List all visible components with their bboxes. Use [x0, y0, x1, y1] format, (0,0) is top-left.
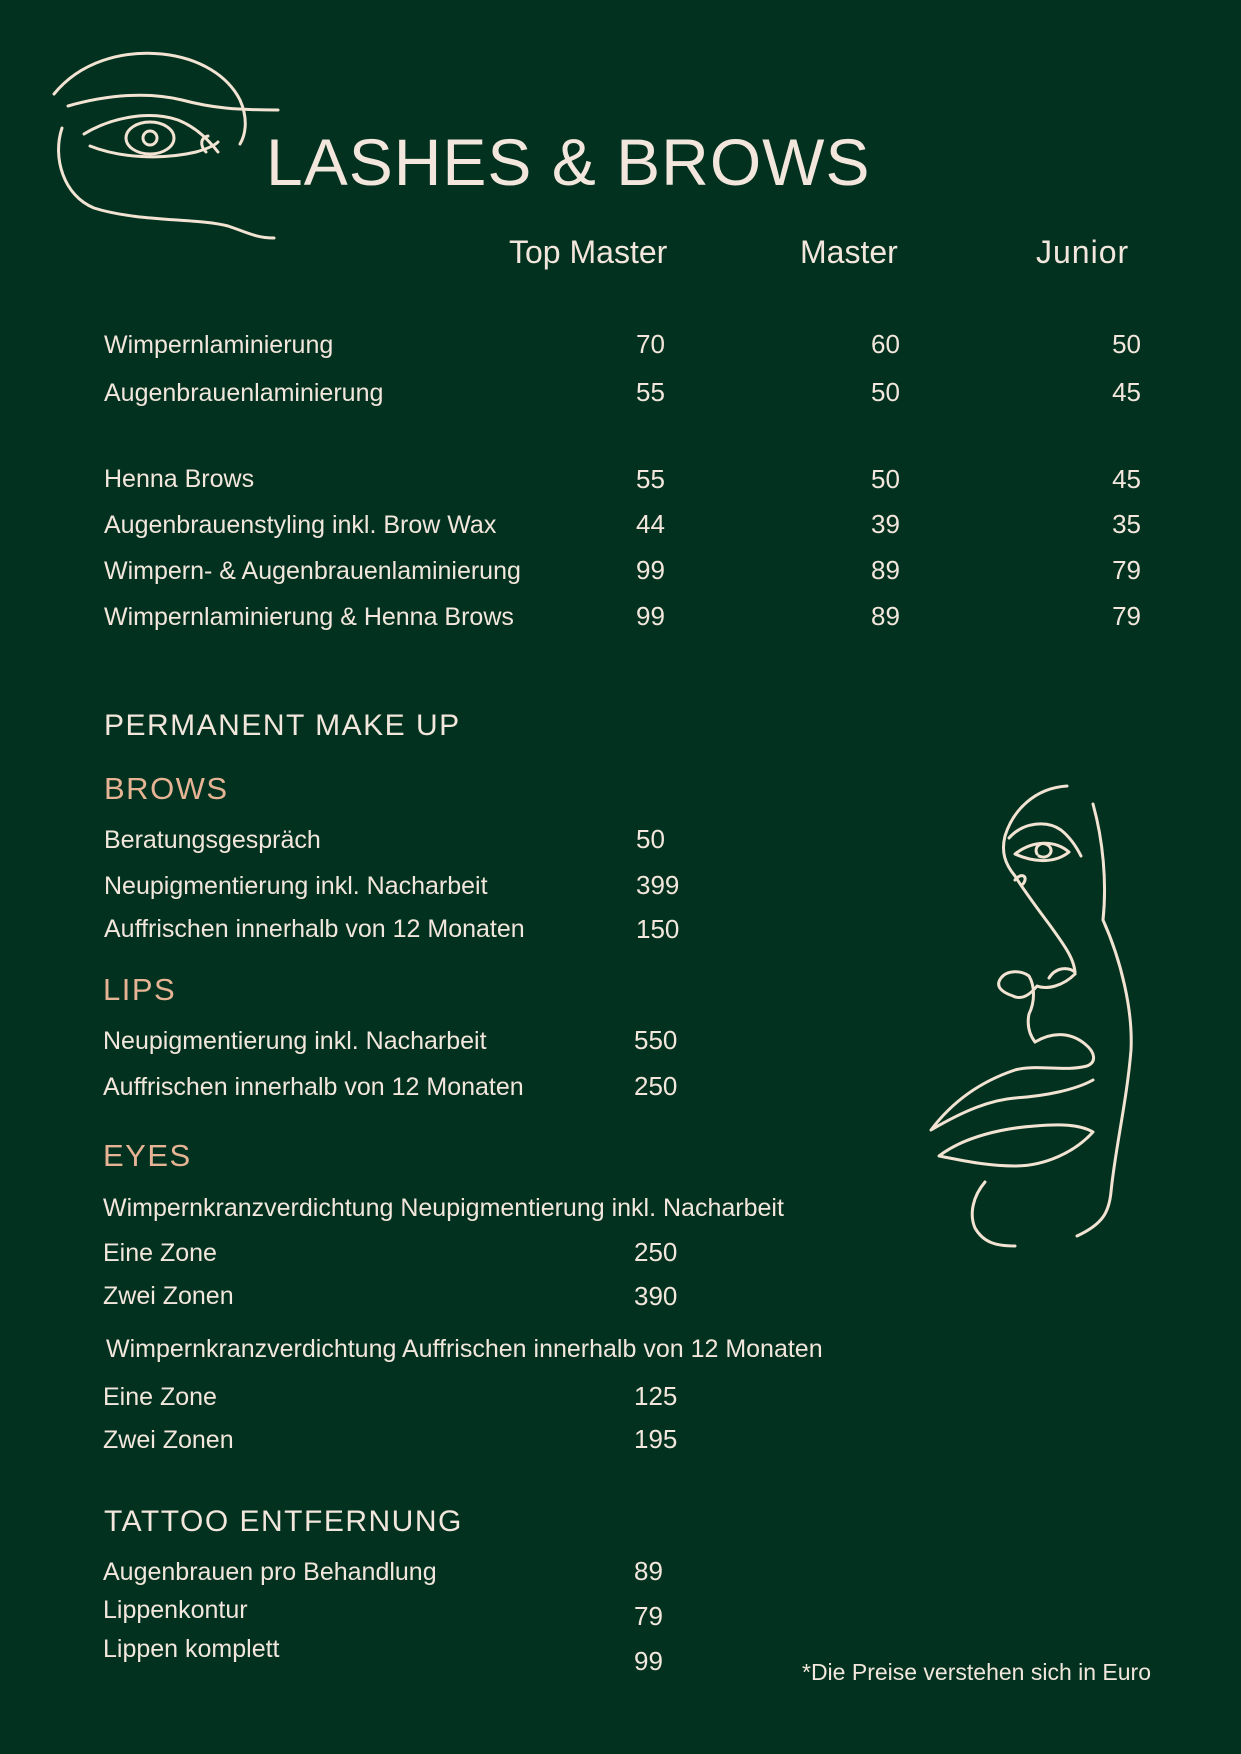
price: 399 [636, 870, 680, 900]
eye-line-art-icon [50, 48, 290, 263]
column-header-junior: Junior [1036, 234, 1130, 270]
price-master: 39 [871, 509, 900, 539]
price-top-master: 99 [636, 555, 665, 585]
section-title-tattoo-removal: TATTOO ENTFERNUNG [104, 1505, 463, 1538]
price: 250 [634, 1071, 678, 1101]
price: 150 [636, 914, 680, 944]
price-top-master: 99 [636, 601, 665, 631]
service-name: Augenbrauen pro Behandlung [103, 1558, 437, 1586]
price-junior: 50 [1112, 329, 1141, 359]
price-top-master: 55 [636, 377, 665, 407]
service-name: Lippenkontur [103, 1596, 248, 1624]
price-top-master: 55 [636, 464, 665, 494]
price: 390 [634, 1281, 678, 1311]
price: 125 [634, 1381, 678, 1411]
price-master: 89 [871, 555, 900, 585]
subsection-title-brows: BROWS [104, 771, 229, 806]
price-junior: 35 [1112, 509, 1141, 539]
service-name: Augenbrauenstyling inkl. Brow Wax [104, 511, 497, 539]
service-name: Auffrischen innerhalb von 12 Monaten [103, 1073, 524, 1101]
service-name: Augenbrauenlaminierung [104, 379, 384, 407]
price-junior: 79 [1112, 601, 1141, 631]
price-master: 89 [871, 601, 900, 631]
price: 99 [634, 1646, 663, 1676]
service-name: Eine Zone [103, 1383, 217, 1411]
column-header-master: Master [800, 234, 898, 270]
service-name: Wimpern- & Augenbrauenlaminierung [104, 557, 521, 585]
price-top-master: 44 [636, 509, 665, 539]
service-name: Beratungsgespräch [104, 826, 321, 854]
group-title: Wimpernkranzverdichtung Neupigmentierung inkl. Nacharbeit [103, 1194, 784, 1222]
price: 250 [634, 1237, 678, 1267]
service-name: Wimpernlaminierung [104, 331, 334, 359]
price: 550 [634, 1025, 678, 1055]
price-junior: 79 [1112, 555, 1141, 585]
service-name: Neupigmentierung inkl. Nacharbeit [104, 872, 488, 900]
price: 89 [634, 1556, 663, 1586]
price-footnote: *Die Preise verstehen sich in Euro [802, 1659, 1151, 1685]
page-title: LASHES & BROWS [266, 125, 871, 199]
service-name: Auffrischen innerhalb von 12 Monaten [104, 915, 525, 943]
section-title-permanent-makeup: PERMANENT MAKE UP [104, 709, 461, 742]
service-name: Wimpernlaminierung & Henna Brows [104, 603, 514, 631]
price: 50 [636, 824, 665, 854]
face-line-art-icon [925, 780, 1145, 1290]
service-name: Zwei Zonen [103, 1282, 234, 1310]
group-title: Wimpernkranzverdichtung Auffrischen innerhalb von 12 Monaten [106, 1335, 823, 1363]
price-master: 60 [871, 329, 900, 359]
price: 79 [634, 1601, 663, 1631]
service-name: Neupigmentierung inkl. Nacharbeit [103, 1027, 487, 1055]
price-junior: 45 [1112, 464, 1141, 494]
price-top-master: 70 [636, 329, 665, 359]
subsection-title-lips: LIPS [103, 972, 177, 1007]
column-header-top-master: Top Master [509, 234, 668, 270]
service-name: Henna Brows [104, 465, 255, 493]
price-master: 50 [871, 464, 900, 494]
service-name: Eine Zone [103, 1239, 217, 1267]
service-name: Zwei Zonen [103, 1426, 234, 1454]
subsection-title-eyes: EYES [103, 1138, 192, 1173]
price-junior: 45 [1112, 377, 1141, 407]
service-name: Lippen komplett [103, 1635, 280, 1663]
price-master: 50 [871, 377, 900, 407]
price: 195 [634, 1424, 678, 1454]
